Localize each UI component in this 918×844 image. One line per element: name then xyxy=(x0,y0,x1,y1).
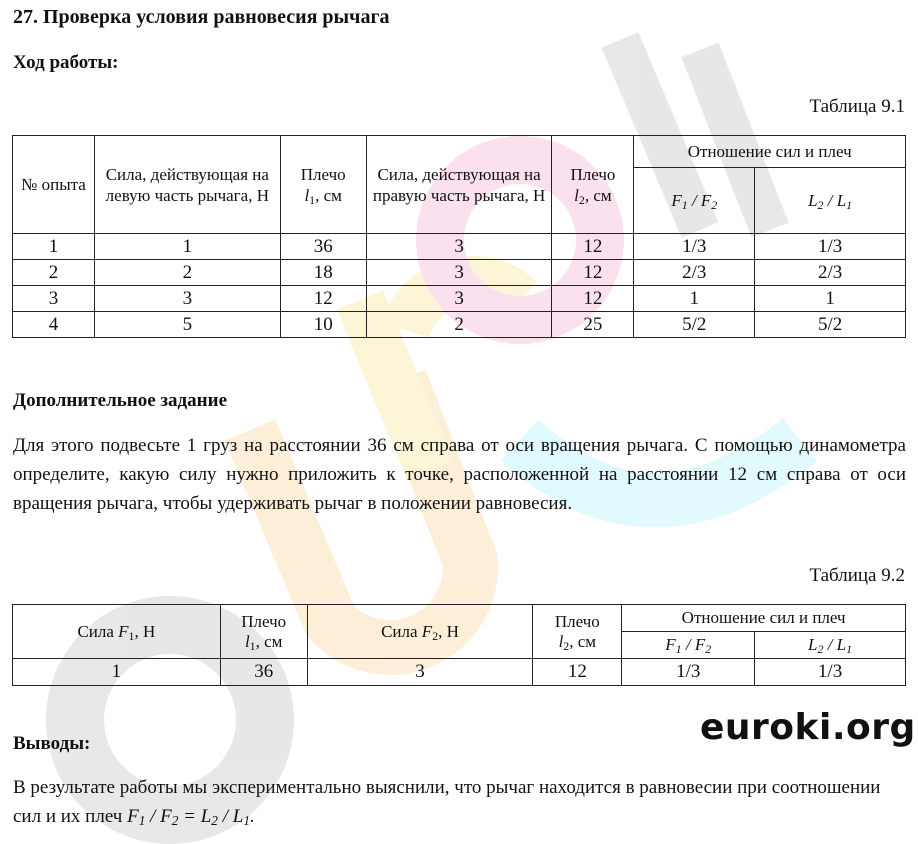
table1-caption: Таблица 9.1 xyxy=(809,96,905,117)
ratio-l-text: $L_2 / L_1$ xyxy=(808,191,853,212)
header-arm2: Плечо $l_2$, см xyxy=(533,605,622,659)
table-row: 4 5 10 2 25 5/2 5/2 xyxy=(13,312,906,338)
header-ratio-l xyxy=(755,632,906,659)
table-row: 2 2 18 3 12 2/3 2/3 xyxy=(13,260,906,286)
header-ratio-group: Отношение сил и плеч xyxy=(622,605,906,632)
conclusion-formula: $F_1 / F_2 = L_2 / L_1$. xyxy=(127,806,255,828)
header-num: № опыта xyxy=(13,136,95,234)
table2-caption: Таблица 9.2 xyxy=(809,565,905,586)
header-force-left: Сила, действующая на левую часть рычага, Н xyxy=(94,136,280,234)
page-title: 27. Проверка условия равновесия рычага xyxy=(13,6,390,28)
ratio-f-text: $F_1 / F_2$ xyxy=(665,635,712,656)
ratio-f-text: $F_1 / F_2$ xyxy=(671,191,718,212)
table-9-1 xyxy=(12,135,906,338)
work-heading: Ход работы: xyxy=(13,52,119,73)
header-ratio-f xyxy=(622,632,755,659)
extra-heading: Дополнительное задание xyxy=(13,390,228,411)
header-force-f1: Сила $F_1$, Н xyxy=(13,605,221,659)
table-row: 1 1 36 3 12 1/3 1/3 xyxy=(13,234,906,260)
header-ratio-f xyxy=(634,168,755,234)
conclusions-heading: Выводы: xyxy=(13,733,91,754)
conclusion-text: В результате работы мы экспериментально выяснили, что рычаг находится в равновесии при соотношении сил и их плеч $F_1 / F_2 = L_2 / L_1$. xyxy=(13,777,881,828)
header-arm2: Плечо $l_2$, см xyxy=(552,136,634,234)
header-arm1: Плечо $l_1$, см xyxy=(280,136,366,234)
euroki-logo: euroki.org xyxy=(700,707,916,748)
table-row: 3 3 12 3 12 1 1 xyxy=(13,286,906,312)
header-force-f2: Сила $F_2$, Н xyxy=(307,605,533,659)
table-row: 1 36 3 12 1/3 1/3 xyxy=(13,659,906,686)
ratio-l-text: $L_2 / L_1$ xyxy=(808,635,853,656)
table-9-2 xyxy=(12,604,906,686)
extra-task-text: Для этого подвесьте 1 груз на расстоянии 36 см справа от оси вращения рычага. С помощью динамометра определите, какую силу нужно приложить к точке, расположенной на расстоянии 12 см справа от оси вращения рычага, чтобы удерживать рычаг в положении равновесия. xyxy=(13,435,906,514)
header-ratio-l xyxy=(755,168,906,234)
header-arm1: Плечо $l_1$, см xyxy=(220,605,307,659)
header-force-right: Сила, действующая на правую часть рычага, Н xyxy=(366,136,552,234)
header-ratio-group: Отношение сил и плеч xyxy=(634,136,906,168)
